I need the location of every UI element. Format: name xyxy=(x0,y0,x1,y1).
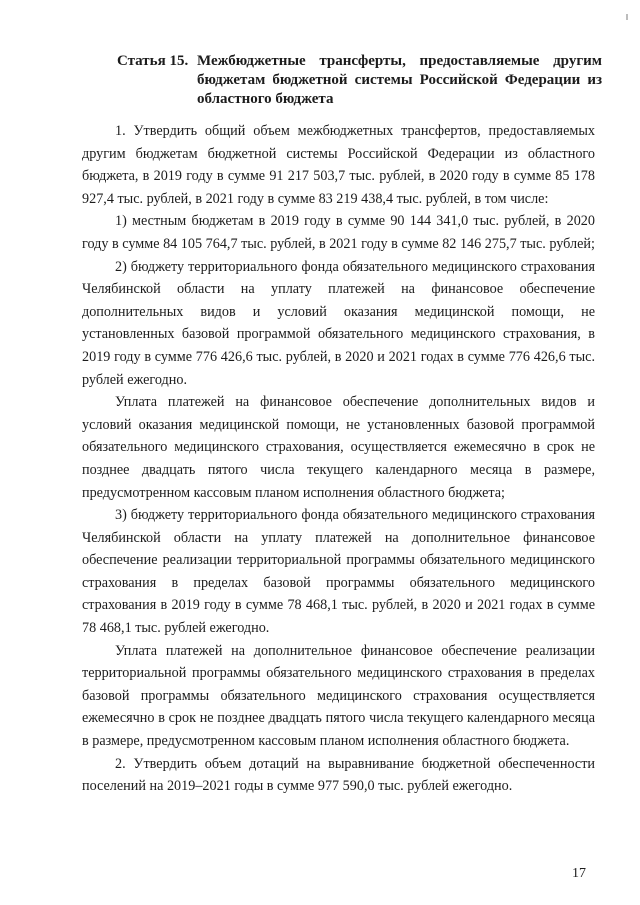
paragraph-payment-terms-1: Уплата платежей на финансовое обеспечение дополнительных видов и условий оказания медицинской помощи, не установленных базовой программой обязательного медицинского страхования, осуществляется ежемесячно в срок не позднее двадцать пятого числа текущего календарного месяца в размере, предусмотренном кассовым планом исполнения областного бюджета; xyxy=(82,394,595,501)
page-number: 17 xyxy=(572,866,586,881)
article-number: Статья 15. xyxy=(117,53,189,69)
paragraph-fund-additional-types: 2) бюджету территориального фонда обязательного медицинского страхования Челябинской области на уплату платежей на финансовое обеспечение дополнительных видов и условий оказания медицинской помощи, не установленных базовой программой обязательного медицинского страхования, в 2019 году в сумме 776 426,6 тыс. рублей, в 2020 и 2021 годах в сумме 776 426,6 тыс. рублей ежегодно. xyxy=(82,258,595,388)
article-title: Межбюджетные трансферты, предоставляемые другим бюджетам бюджетной системы Российской Федерации из областного бюджета xyxy=(197,53,602,107)
paragraph-payment-terms-2: Уплата платежей на дополнительное финансовое обеспечение реализации территориальной программы обязательного медицинского страхования в пределах базовой программы обязательного медицинского страхования осуществляется ежемесячно в срок не позднее двадцать пятого числа текущего календарного месяца в размере, предусмотренном кассовым планом исполнения областного бюджета. xyxy=(82,642,595,750)
paragraph-local-budgets: 1) местным бюджетам в 2019 году в сумме 90 144 341,0 тыс. рублей, в 2020 году в сумме 84 105 764,7 тыс. рублей, в 2021 году в сумме 82 146 275,7 тыс. рублей; xyxy=(82,213,595,252)
article-body xyxy=(82,120,595,798)
paragraph-fund-territorial-program: 3) бюджету территориального фонда обязательного медицинского страхования Челябинской области на уплату платежей на дополнительное финансовое обеспечение реализации территориальной программы обязательного медицинского страхования в пределах базовой программы обязательного медицинского страхования в 2019 году в сумме 78 468,1 тыс. рублей, в 2020 и 2021 годах в сумме 78 468,1 тыс. рублей ежегодно. xyxy=(82,507,595,637)
paragraph-equalization-grants: 2. Утвердить объем дотаций на выравнивание бюджетной обеспеченности поселений на 2019–2021 годы в сумме 977 590,0 тыс. рублей ежегодно. xyxy=(82,755,595,795)
paragraph-total-transfers: 1. Утвердить общий объем межбюджетных трансфертов, предоставляемых другим бюджетам бюджетной системы Российской Федерации из областного бюджета, в 2019 году в сумме 91 217 503,7 тыс. рублей, в 2020 году в сумме 85 178 927,4 тыс. рублей, в 2021 году в сумме 83 219 438,4 тыс. рублей, в том числе: xyxy=(82,123,595,207)
scan-edge-mark xyxy=(626,14,628,20)
article-heading xyxy=(117,52,602,109)
